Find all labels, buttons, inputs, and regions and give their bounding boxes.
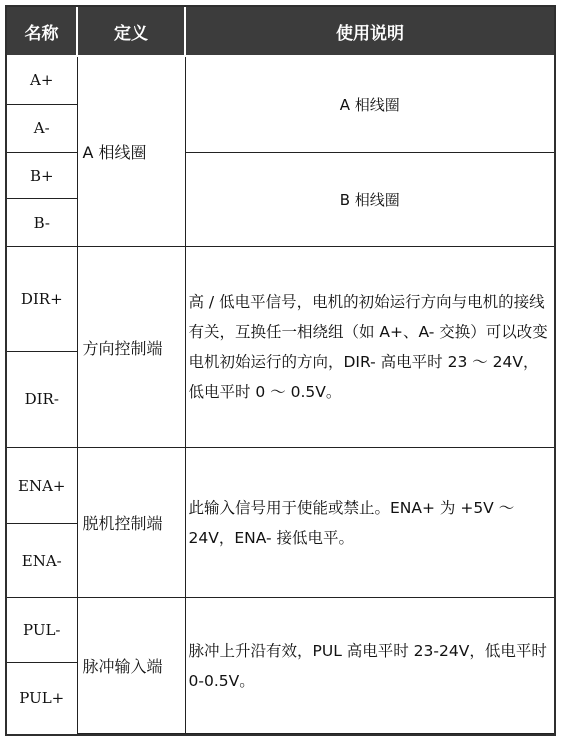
- table-row: [7, 56, 554, 104]
- usage-a-coil: A 相线圈: [185, 56, 554, 152]
- pin-b-minus: B-: [7, 199, 77, 247]
- pin-definition-table: [7, 7, 554, 734]
- table-row: [7, 247, 554, 351]
- definition-offline-control: 脱机控制端: [77, 447, 185, 598]
- pin-ena-minus: ENA-: [7, 524, 77, 598]
- pin-pul-minus: PUL-: [7, 598, 77, 662]
- usage-direction-control: 高 / 低电平信号，电机的初始运行方向与电机的接线有关，互换任一相绕组（如 A+、A- 交换）可以改变电机初始运行的方向，DIR- 高电平时 23 ～ 24V，低电平时 0 ～ 0.5V。: [185, 247, 554, 448]
- header-row: [7, 7, 554, 56]
- pin-dir-minus: DIR-: [7, 351, 77, 447]
- pin-a-minus: A-: [7, 104, 77, 152]
- pin-b-plus: B+: [7, 152, 77, 198]
- header-name: 名称: [7, 7, 77, 56]
- header-definition: 定义: [77, 7, 185, 56]
- definition-pulse-input: 脉冲输入端: [77, 598, 185, 734]
- pin-a-plus: A+: [7, 56, 77, 104]
- usage-offline-control: 此输入信号用于使能或禁止。ENA+ 为 +5V ～ 24V，ENA- 接低电平。: [185, 447, 554, 598]
- definition-direction-control: 方向控制端: [77, 247, 185, 448]
- usage-pulse-input: 脉冲上升沿有效，PUL 高电平时 23-24V，低电平时 0-0.5V。: [185, 598, 554, 734]
- definition-a-coil: A 相线圈: [77, 56, 185, 247]
- usage-b-coil: B 相线圈: [185, 152, 554, 246]
- table-row: [7, 598, 554, 662]
- header-usage: 使用说明: [185, 7, 554, 56]
- pin-dir-plus: DIR+: [7, 247, 77, 351]
- pin-pul-plus: PUL+: [7, 662, 77, 733]
- table-row: [7, 447, 554, 523]
- pin-ena-plus: ENA+: [7, 447, 77, 523]
- pin-definition-table-frame: [5, 5, 556, 736]
